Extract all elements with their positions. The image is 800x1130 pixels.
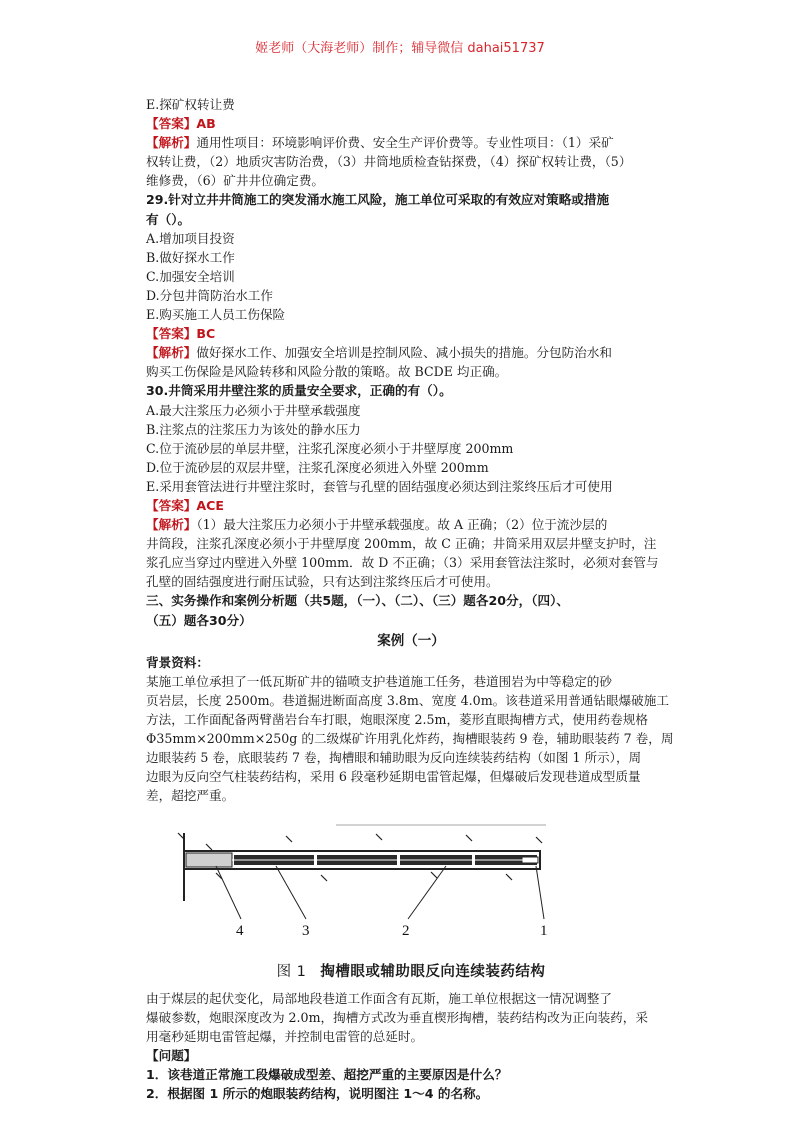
analysis-tag: 【解析】 — [146, 345, 197, 361]
question-1: 1．该巷道正常施工段爆破成型差、超挖严重的主要原因是什么？ — [146, 1066, 508, 1082]
background-line-7: 差，超挖严重。 — [146, 788, 235, 804]
q29-stem-line-2: 有（）。 — [146, 211, 191, 227]
q29-option-c: C.加强安全培训 — [146, 268, 235, 284]
q28-analysis-line-3: 维修费，（6）矿井井位确定费。 — [146, 173, 325, 189]
q30-option-e: E.采用套管法进行井壁注浆时，套管与孔壁的固结强度必须达到注浆终压后才可使用 — [146, 478, 613, 494]
q28-analysis-line-1: 【解析】通用性项目：环境影响评价费、安全生产评价费等。专业性项目：（1）采矿 — [146, 135, 614, 151]
q28-answer — [146, 114, 676, 133]
figure-label-2: 2 — [402, 923, 410, 940]
answer-tag: 【答案】 — [146, 326, 197, 342]
q30-analysis-line-4: 孔壁的固结强度进行耐压试验，只有达到注浆终压后才可使用。 — [146, 574, 499, 590]
case-title: 案例（一） — [377, 632, 445, 649]
stemming — [186, 853, 232, 867]
charge-structure-diagram — [146, 811, 676, 961]
figure-label-3: 3 — [302, 923, 310, 940]
answer-tag: 【答案】 — [146, 116, 197, 132]
questions-label: 【问题】 — [146, 1047, 197, 1063]
charge-structure-figure — [146, 811, 676, 961]
figure-caption — [146, 963, 676, 982]
figure-label-1: 1 — [540, 923, 548, 940]
q29-stem-line-1: 29.针对立井井筒施工的突发涌水施工风险，施工单位可采取的有效应对策略或措施 — [146, 192, 610, 208]
background-label: 背景资料： — [146, 654, 209, 670]
figure-number: 图 1 — [276, 964, 307, 981]
section-title-line-2: （五）题各30分） — [146, 612, 252, 628]
detonator — [522, 857, 538, 863]
q29-option-e: E.购买施工人员工伤保险 — [146, 307, 286, 323]
section-title-line-1: 三、实务操作和案例分析题（共5题，（一）、（二）、（三）题各20分，（四）、 — [146, 593, 569, 609]
answer-value: AB — [196, 116, 216, 132]
q30-analysis-line-1: 【解析】（1）最大注浆压力必须小于井壁承载强度。故 A 正确；（2）位于流沙层的 — [146, 517, 608, 533]
q30-option-b: B.注浆点的注浆压力为该处的静水压力 — [146, 421, 361, 437]
background-line-1: 某施工单位承担了一低瓦斯矿井的锚喷支护巷道施工任务，巷道围岩为中等稳定的砂 — [146, 673, 612, 689]
q29-option-b: B.做好探水工作 — [146, 249, 235, 265]
q30-option-d: D.位于流砂层的双层井壁，注浆孔深度必须进入外壁 200mm — [146, 459, 489, 475]
background-line-6: 边眼为反向空气柱装药结构，采用 6 段毫秒延期电雷管起爆，但爆破后发现巷道成型质量 — [146, 769, 641, 785]
background-line-5: 边眼装药 5 卷，底眼装药 7 卷，掏槽眼和辅助眼为反向连续装药结构（如图 1 所示），周 — [146, 750, 642, 766]
after-line-2: 爆破参数，炮眼深度改为 2.0m，掏槽方式改为垂直楔形掏槽，装药结构改为正向装药，采 — [146, 1009, 648, 1025]
q30-answer — [146, 496, 676, 515]
q29-answer — [146, 324, 676, 343]
page-content — [146, 95, 676, 1103]
q29-analysis-line-2: 购买工伤保险是风险转移和风险分散的策略。故 BCDE 均正确。 — [146, 364, 508, 380]
analysis-tag: 【解析】 — [146, 517, 197, 533]
answer-tag: 【答案】 — [146, 497, 197, 513]
q28-analysis-line-2: 权转让费，（2）地质灾害防治费，（3）井筒地质检查钻探费，（4）探矿权转让费，（5） — [146, 154, 632, 170]
q30-analysis-line-2: 井筒段，注浆孔深度必须小于井壁厚度 200mm，故 C 正确；井筒采用双层井壁支护时，注 — [146, 536, 657, 552]
after-line-3: 用毫秒延期电雷管起爆，并控制电雷管的总延时。 — [146, 1028, 424, 1044]
background-line-3: 方法，工作面配备两臂凿岩台车打眼，炮眼深度 2.5m，菱形直眼掏槽方式，使用药卷规格 — [146, 712, 648, 727]
q29-option-d: D.分包井筒防治水工作 — [146, 287, 273, 303]
leader-lines — [216, 866, 544, 919]
analysis-tag: 【解析】 — [146, 135, 197, 151]
question-2: 2．根据图 1 所示的炮眼装药结构，说明图注 1～4 的名称。 — [146, 1086, 489, 1102]
q30-option-c: C.位于流砂层的单层井壁，注浆孔深度必须小于井壁厚度 200mm — [146, 440, 514, 456]
after-line-1: 由于煤层的起伏变化，局部地段巷道工作面含有瓦斯，施工单位根据这一情况调整了 — [146, 990, 612, 1006]
q30-stem: 30.井筒采用井壁注浆的质量安全要求，正确的有（）。 — [146, 383, 452, 399]
page-header: 姬老师（大海老师）制作；辅导微信 dahai51737 — [255, 41, 545, 56]
answer-value: ACE — [196, 497, 224, 513]
figure-title: 掏槽眼或辅助眼反向连续装药结构 — [320, 964, 546, 981]
q30-analysis-line-3: 浆孔应当穿过内壁进入外壁 100mm．故 D 不正确；（3）采用套管法注浆时，必须对套管与 — [146, 555, 659, 571]
background-line-4: Φ35mm×200mm×250g 的二级煤矿许用乳化炸药，掏槽眼装药 9 卷，辅助眼装药 7 卷，周 — [146, 731, 674, 747]
q29-option-a: A.增加项目投资 — [146, 230, 235, 246]
figure-label-4: 4 — [236, 923, 244, 940]
answer-value: BC — [196, 326, 216, 342]
q29-analysis-line-1: 【解析】做好探水工作、加强安全培训是控制风险、减小损失的措施。分包防治水和 — [146, 345, 612, 361]
q28-option-e: E.探矿权转让费 — [146, 97, 235, 112]
background-line-2: 页岩层，长度 2500m。巷道掘进断面高度 3.8m、宽度 4.0m。该巷道采用普通钻眼爆破施工 — [146, 692, 669, 708]
q30-option-a: A.最大注浆压力必须小于井壁承载强度 — [146, 402, 361, 418]
